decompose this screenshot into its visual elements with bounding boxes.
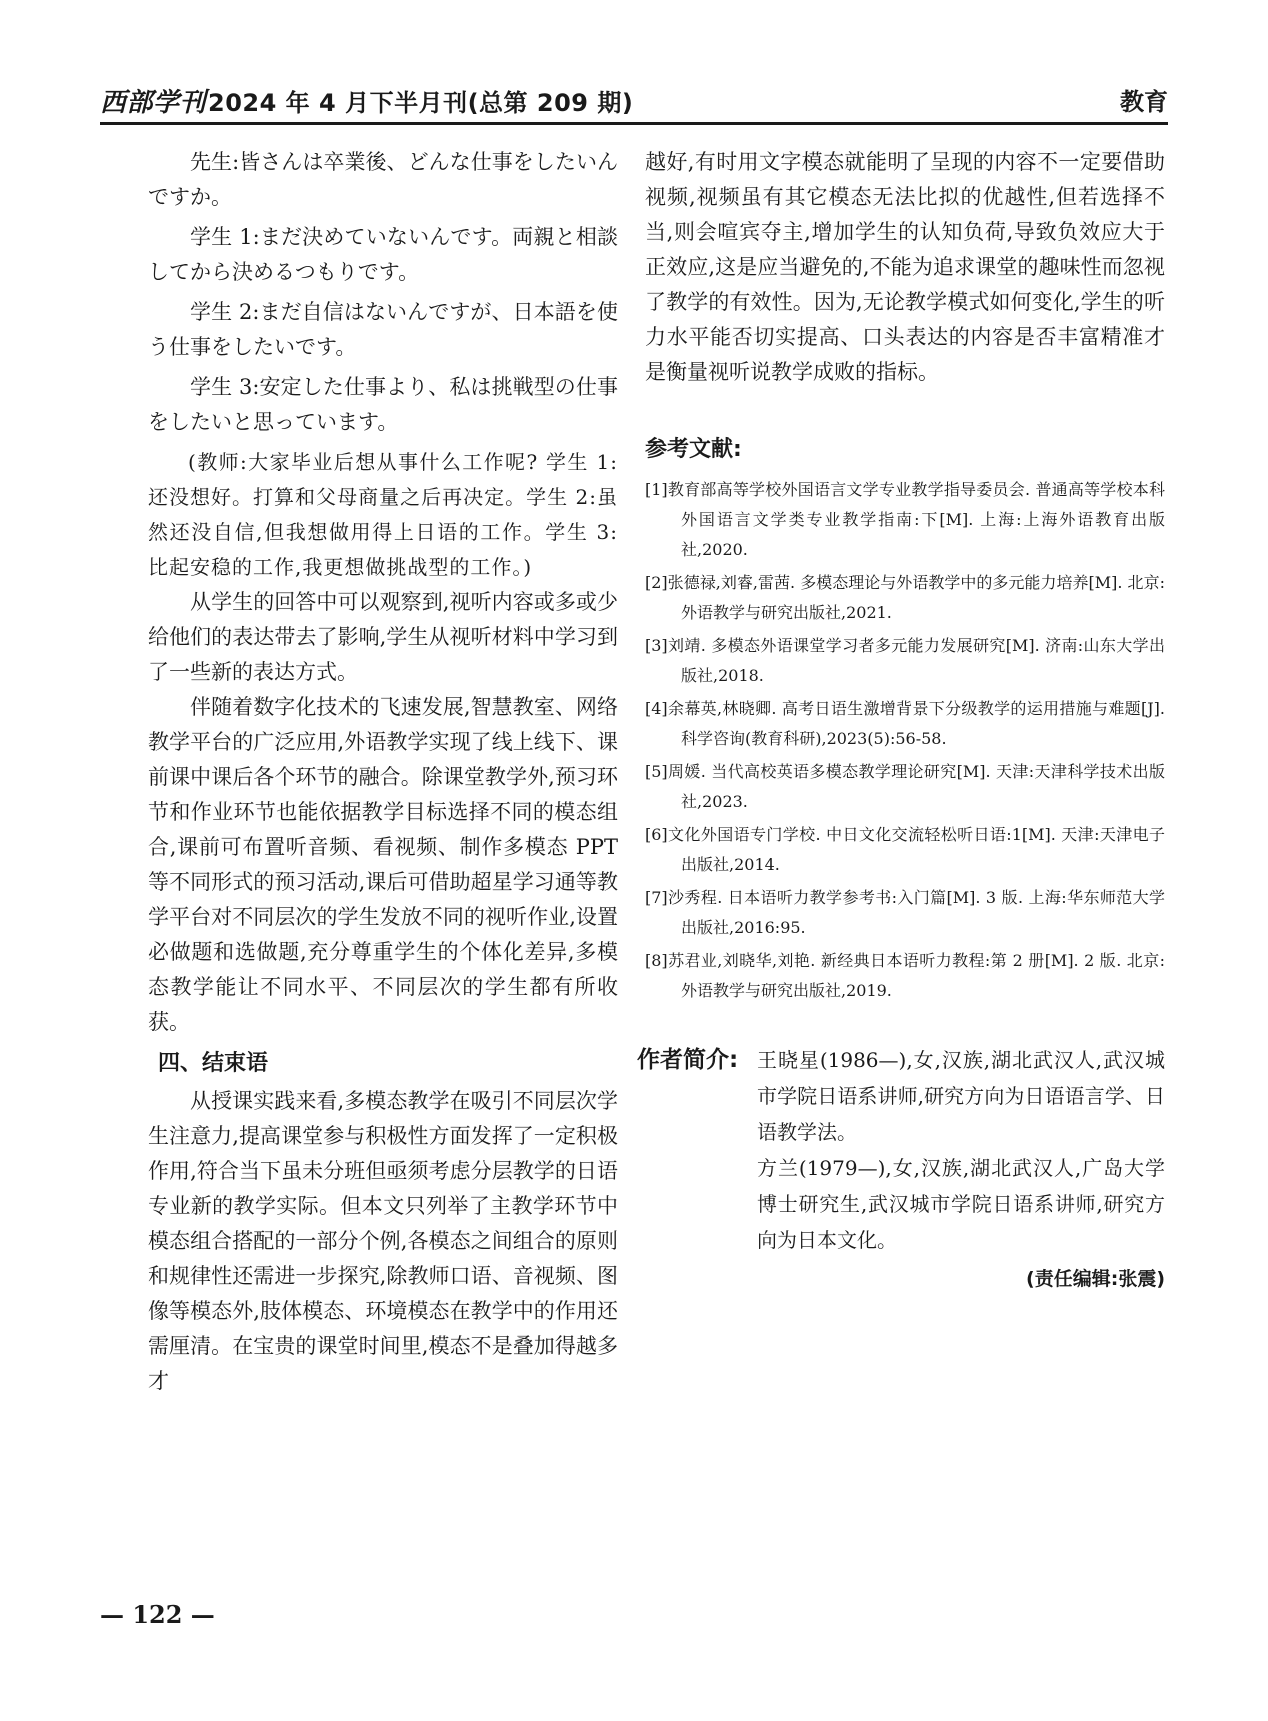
left-column	[148, 145, 618, 1399]
reference-item: [3]刘靖. 多模态外语课堂学习者多元能力发展研究[M]. 济南:山东大学出版社,2018.	[645, 636, 1165, 685]
dialogue-teacher: 先生:皆さんは卒業後、どんな仕事をしたいんですか。	[148, 150, 618, 209]
author-bio-text	[757, 1042, 1165, 1258]
page-number: — 122 —	[100, 1600, 215, 1629]
section-label: 教育	[1120, 88, 1168, 116]
dialogue-translation: (教师:大家毕业后想从事什么工作呢? 学生 1:还没想好。打算和父母商量之后再决定。学生 2:虽然还没自信,但我想做用得上日语的工作。学生 3:比起安稳的工作,我更想做挑战型的工作。)	[148, 450, 618, 579]
header-rule	[100, 122, 1168, 125]
reference-item: [6]文化外国语专门学校. 中日文化交流轻松听日语:1[M]. 天津:天津电子出版社,2014.	[645, 825, 1165, 874]
reference-item: [5]周媛. 当代高校英语多模态教学理论研究[M]. 天津:天津科学技术出版社,2023.	[645, 762, 1165, 811]
reference-item: [4]余幕英,林晓卿. 高考日语生激增背景下分级教学的运用措施与难题[J]. 科学咨询(教育科研),2023(5):56-58.	[645, 699, 1165, 748]
reference-item: [7]沙秀程. 日本语听力教学参考书:入门篇[M]. 3 版. 上海:华东师范大学出版社,2016:95.	[645, 888, 1165, 937]
journal-title	[100, 82, 633, 119]
right-column	[637, 145, 1165, 1291]
dialogue-student-3: 学生 3:安定した仕事より、私は挑戦型の仕事をしたいと思っています。	[148, 375, 618, 434]
paragraph-observation: 从学生的回答中可以观察到,视听内容或多或少给他们的表达带去了影响,学生从视听材料中学习到了一些新的表达方式。	[148, 590, 618, 684]
journal-logo: 西部学刊	[100, 88, 207, 118]
dialogue-student-2: 学生 2:まだ自信はないんですが、日本語を使う仕事をしたいです。	[148, 300, 618, 359]
reference-item: [2]张德禄,刘睿,雷茜. 多模态理论与外语教学中的多元能力培养[M]. 北京:外语教学与研究出版社,2021.	[645, 573, 1165, 622]
dialogue-student-1: 学生 1:まだ決めていないんです。両親と相談してから決めるつもりです。	[148, 225, 618, 284]
paragraph-digital: 伴随着数字化技术的飞速发展,智慧教室、网络教学平台的广泛应用,外语教学实现了线上线下、课前课中课后各个环节的融合。除课堂教学外,预习环节和作业环节也能依据教学目标选择不同的模态组合,课前可布置听音频、看视频、制作多模态 PPT 等不同形式的预习活动,课后可借助超星学习通等教学平台对不同层次的学生发放不同的视听作业,设置必做题和选做题,充分尊重学生的个体化差异,多模态教学能让不同水平、不同层次的学生都有所收获。	[148, 695, 618, 1034]
author-bio-label: 作者简介:	[637, 1047, 739, 1073]
issue-info: 2024 年 4 月下半月刊(总第 209 期)	[208, 89, 634, 117]
page-header	[100, 82, 1168, 126]
reference-item: [8]苏君业,刘晓华,刘艳. 新经典日本语听力教程:第 2 册[M]. 2 版. 北京:外语教学与研究出版社,2019.	[645, 951, 1165, 1000]
paragraph-conclusion-part1: 从授课实践来看,多模态教学在吸引不同层次学生注意力,提高课堂参与积极性方面发挥了一定积极作用,符合当下虽未分班但亟须考虑分层教学的日语专业新的教学实际。但本文只列举了主教学环节中模态组合搭配的一部分个例,各模态之间组合的原则和规律性还需进一步探究,除教师口语、音视频、图像等模态外,肢体模态、环境模态在教学中的作用还需厘清。在宝贵的课堂时间里,模态不是叠加得越多才	[148, 1089, 618, 1393]
responsible-editor: (责任编辑:张震)	[1026, 1268, 1165, 1290]
author-bio-2: 方兰(1979—),女,汉族,湖北武汉人,广岛大学博士研究生,武汉城市学院日语系讲师,研究方向为日本文化。	[757, 1156, 1165, 1252]
reference-item: [1]教育部高等学校外国语言文学专业教学指导委员会. 普通高等学校本科外国语言文学类专业教学指南:下[M]. 上海:上海外语教育出版社,2020.	[645, 480, 1165, 559]
references-heading: 参考文献:	[645, 437, 742, 462]
author-bio-1: 王晓星(1986—),女,汉族,湖北武汉人,武汉城市学院日语系讲师,研究方向为日语语言学、日语教学法。	[757, 1048, 1165, 1144]
references-list	[645, 475, 1165, 1006]
author-bio	[637, 1042, 1165, 1258]
paragraph-conclusion-part2: 越好,有时用文字模态就能明了呈现的内容不一定要借助视频,视频虽有其它模态无法比拟的优越性,但若选择不当,则会喧宾夺主,增加学生的认知负荷,导致负效应大于正效应,这是应当避免的,不能为追求课堂的趣味性而忽视了教学的有效性。因为,无论教学模式如何变化,学生的听力水平能否切实提高、口头表达的内容是否丰富精准才是衡量视听说教学成败的指标。	[645, 150, 1165, 384]
section-heading-conclusion: 四、结束语	[158, 1051, 269, 1076]
